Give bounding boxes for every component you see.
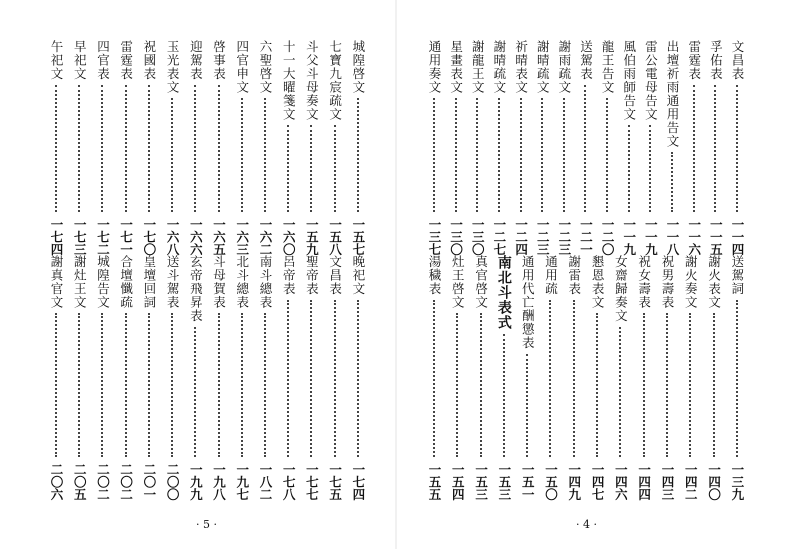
- toc-entry-title: 真官啓文: [473, 255, 489, 309]
- toc-entry-title: 斗母賀表: [211, 255, 227, 309]
- toc-entry-page: 一九八: [211, 462, 227, 500]
- toc-entry-title: 送斗駕表: [165, 255, 181, 309]
- toc-entry-title: 風伯雨師告文: [621, 40, 637, 121]
- toc-entry-title: 謝真官文: [49, 255, 64, 309]
- toc-entry: [587, 255, 607, 500]
- toc-entry-title: 送駕詞: [729, 255, 745, 296]
- toc-entry-title: 雷霆表: [118, 40, 134, 81]
- toc-entry-page: 一六八: [165, 217, 181, 255]
- toc-bottom-section: [0, 255, 396, 500]
- dot-leader: [498, 98, 500, 212]
- toc-entry: [278, 255, 298, 500]
- toc-entry: [489, 40, 509, 255]
- dot-leader: [171, 98, 173, 212]
- dot-leader: [649, 125, 651, 212]
- dot-leader: [526, 354, 528, 457]
- toc-entry-page: 二〇二: [95, 462, 111, 500]
- toc-entry: [325, 255, 345, 500]
- dot-leader: [334, 300, 336, 457]
- toc-entry-page: 一二〇: [600, 217, 616, 255]
- toc-entry: [139, 40, 159, 255]
- toc-entry: [162, 40, 182, 255]
- dot-leader: [736, 300, 738, 457]
- toc-entry-title: 南北斗表式: [495, 255, 512, 330]
- toc-entry-title: 星畫表文: [448, 40, 464, 94]
- dot-leader: [310, 125, 312, 212]
- toc-entry-title: 謝雷表: [566, 255, 582, 296]
- toc-entry: [446, 40, 466, 255]
- toc-entry-page: 一四六: [613, 462, 629, 500]
- toc-entry-page: 一七四: [49, 217, 64, 255]
- toc-entry-page: 一四九: [566, 462, 582, 500]
- toc-entry: [69, 255, 89, 500]
- toc-entry-title: 謝火表文: [706, 255, 722, 309]
- toc-entry-page: 一一四: [729, 217, 745, 255]
- toc-entry-page: 一三〇: [470, 217, 486, 255]
- toc-entry-page: 一五〇: [543, 462, 559, 500]
- toc-entry-title: 通用疏: [543, 255, 559, 296]
- toc-entry-title: 六聖啓文: [257, 40, 273, 94]
- toc-entry-page: 一二三: [556, 217, 572, 255]
- toc-entry-page: 一三七: [427, 217, 442, 255]
- toc-top-section: [396, 40, 793, 255]
- toc-entry: [301, 40, 321, 255]
- dot-leader: [520, 98, 522, 212]
- toc-entry-page: 一四七: [590, 462, 606, 500]
- toc-entry: [657, 255, 677, 500]
- toc-entry-title: 祈晴表文: [513, 40, 529, 94]
- toc-entry-page: 二〇六: [49, 462, 64, 500]
- toc-entry-title: 謝灶王文: [72, 255, 88, 309]
- toc-entry: [185, 255, 205, 500]
- toc-entry-page: 二〇二: [118, 462, 134, 500]
- toc-entry-page: 一五九: [304, 217, 320, 255]
- toc-entry-page: 一六〇: [281, 217, 297, 255]
- dot-leader: [476, 98, 478, 212]
- toc-entry-page: 一一六: [686, 217, 702, 255]
- toc-entry-title: 合壇懺疏: [118, 255, 134, 309]
- toc-entry-title: 雷公電母告文: [643, 40, 659, 121]
- toc-entry-title: 祝男壽表: [659, 255, 675, 309]
- toc-entry: [255, 40, 275, 255]
- toc-entry: [640, 40, 660, 255]
- dot-leader: [55, 313, 57, 457]
- toc-entry-page: 一六五: [211, 217, 227, 255]
- dot-leader: [619, 327, 621, 457]
- toc-entry-page: 一七一: [118, 217, 134, 255]
- dot-leader: [689, 313, 691, 457]
- dot-leader: [736, 85, 738, 212]
- left-page: [0, 0, 396, 549]
- dot-leader: [55, 85, 57, 212]
- toc-entry: [139, 255, 159, 500]
- dot-leader: [334, 125, 336, 212]
- dot-leader: [549, 300, 551, 457]
- dot-leader: [287, 300, 289, 457]
- toc-entry: [540, 255, 560, 500]
- toc-entry: [597, 40, 617, 255]
- toc-entry: [564, 255, 584, 500]
- toc-entry: [46, 40, 66, 255]
- toc-entry: [511, 40, 531, 255]
- dot-leader: [194, 85, 196, 212]
- toc-entry-title: 謝雨疏文: [556, 40, 572, 94]
- dot-leader: [541, 98, 543, 212]
- toc-entry-title: 謝晴疏文: [491, 40, 507, 94]
- toc-entry-title: 城隍啓文: [350, 40, 366, 94]
- toc-entry-page: 一五八: [327, 217, 343, 255]
- dot-leader: [671, 152, 673, 212]
- toc-entry-title: 城隍告文: [95, 255, 111, 309]
- toc-entry: [532, 40, 552, 255]
- toc-entry-page: 一四二: [683, 462, 699, 500]
- toc-entry-page: 一二四: [513, 217, 529, 255]
- dot-leader: [218, 85, 220, 212]
- toc-entry-page: 一四三: [659, 462, 675, 500]
- toc-entry-page: 一八二: [257, 462, 273, 500]
- toc-entry-title: 早祀文: [72, 40, 88, 81]
- toc-entry-title: 聖帝表: [304, 255, 320, 296]
- toc-entry-page: 一一五: [708, 217, 724, 255]
- dot-leader: [433, 98, 435, 212]
- toc-entry-title: 晚祀文: [350, 255, 366, 296]
- dot-leader: [241, 313, 243, 457]
- dot-leader: [433, 300, 435, 457]
- toc-entry: [301, 255, 321, 500]
- dot-leader: [713, 313, 715, 457]
- toc-entry-title: 啓事表: [211, 40, 227, 81]
- toc-entry-page: 一五三: [496, 462, 512, 500]
- right-page: [396, 0, 793, 549]
- dot-leader: [455, 98, 457, 212]
- toc-entry-title: 懇恩表文: [590, 255, 606, 309]
- toc-entry-title: 女齋歸奏文: [613, 255, 629, 323]
- toc-entry-title: 呂帝表: [281, 255, 297, 296]
- toc-entry-title: 文昌表: [729, 40, 745, 81]
- toc-entry: [348, 40, 368, 255]
- toc-entry-title: 灶王啓文: [450, 255, 466, 309]
- toc-entry: [575, 40, 595, 255]
- toc-entry-title: 十一大曜箋文: [281, 40, 297, 121]
- toc-entry-page: 一七二: [95, 217, 111, 255]
- dot-leader: [584, 85, 586, 212]
- toc-entry-page: 二〇〇: [165, 462, 181, 500]
- dot-leader: [78, 313, 80, 457]
- page-number: · 5 ·: [196, 518, 217, 531]
- dot-leader: [78, 85, 80, 212]
- toc-entry: [619, 40, 639, 255]
- toc-entry: [116, 255, 136, 500]
- toc-entry-title: 北斗總表: [234, 255, 250, 309]
- toc-entry: [494, 255, 514, 500]
- dot-leader: [101, 85, 103, 212]
- toc-entry-page: 一六二: [257, 217, 273, 255]
- dot-leader: [264, 98, 266, 212]
- dot-leader: [357, 300, 359, 457]
- dot-leader: [101, 313, 103, 457]
- toc-entry-title: 四官表: [95, 40, 111, 81]
- toc-entry: [467, 40, 487, 255]
- dot-leader: [194, 327, 196, 457]
- toc-entry-title: 通用代亡酬懲表: [520, 255, 536, 350]
- toc-entry: [348, 255, 368, 500]
- toc-entry-page: 一二三: [535, 217, 551, 255]
- toc-entry-title: 四官申文: [234, 40, 250, 94]
- toc-entry: [185, 40, 205, 255]
- toc-entry-page: 一二一: [578, 217, 594, 255]
- dot-leader: [148, 313, 150, 457]
- toc-entry: [232, 40, 252, 255]
- toc-bottom-section: [396, 255, 793, 500]
- dot-leader: [287, 125, 289, 212]
- toc-entry-page: 二〇五: [72, 462, 88, 500]
- toc-entry: [705, 40, 725, 255]
- toc-entry: [447, 255, 467, 500]
- toc-entry: [209, 40, 229, 255]
- dot-leader: [573, 300, 575, 457]
- toc-entry-page: 一七八: [281, 462, 297, 500]
- toc-entry-page: 一四四: [636, 462, 652, 500]
- dot-leader: [714, 85, 716, 212]
- toc-entry-page: 一七五: [327, 462, 343, 500]
- toc-entry-title: 南斗總表: [257, 255, 273, 309]
- toc-entry: [517, 255, 537, 500]
- toc-entry: [554, 40, 574, 255]
- dot-leader: [125, 313, 127, 457]
- toc-entry-title: 孚佑表: [708, 40, 724, 81]
- toc-entry: [162, 255, 182, 500]
- toc-entry-title: 文昌表: [327, 255, 343, 296]
- toc-entry-page: 一五七: [350, 217, 366, 255]
- toc-entry: [424, 255, 444, 500]
- dot-leader: [125, 85, 127, 212]
- toc-entry-title: 迎駕表: [188, 40, 204, 81]
- toc-entry-title: 謝火奏文: [683, 255, 699, 309]
- dot-leader: [241, 98, 243, 212]
- toc-entry: [471, 255, 491, 500]
- toc-entry: [634, 255, 654, 500]
- toc-entry: [92, 40, 112, 255]
- toc-top-section: [0, 40, 396, 255]
- toc-entry: [255, 255, 275, 500]
- dot-leader: [666, 313, 668, 457]
- toc-entry: [684, 40, 704, 255]
- toc-entry-title: 湯穢表: [427, 255, 442, 296]
- toc-entry: [325, 40, 345, 255]
- toc-entry: [704, 255, 724, 500]
- toc-entry-title: 雷霆表: [686, 40, 702, 81]
- toc-entry: [424, 40, 444, 255]
- dot-leader: [503, 334, 505, 457]
- toc-entry-page: 一一八: [665, 217, 681, 255]
- toc-entry: [209, 255, 229, 500]
- toc-entry-page: 一六六: [188, 217, 204, 255]
- toc-entry-title: 龍王告文: [600, 40, 616, 94]
- toc-entry: [662, 40, 682, 255]
- toc-entry-title: 玉光表文: [165, 40, 181, 94]
- toc-entry-title: 祝女壽表: [636, 255, 652, 309]
- toc-entry-page: 一五五: [427, 462, 442, 500]
- dot-leader: [480, 313, 482, 457]
- toc-entry-title: 祝國表: [141, 40, 157, 81]
- dot-leader: [264, 313, 266, 457]
- dot-leader: [171, 313, 173, 457]
- toc-entry-title: 通用奏文: [427, 40, 442, 94]
- toc-entry-title: 七寶九宸疏文: [327, 40, 343, 121]
- dot-leader: [596, 313, 598, 457]
- dot-leader: [310, 300, 312, 457]
- toc-entry-title: 謝龍王文: [470, 40, 486, 94]
- toc-entry-page: 二〇一: [141, 462, 157, 500]
- toc-entry-page: 一五四: [450, 462, 466, 500]
- toc-entry-page: 一二七: [491, 217, 507, 255]
- toc-entry-page: 一七〇: [141, 217, 157, 255]
- page-number: · 4 ·: [576, 518, 597, 531]
- toc-entry-page: 一三〇: [448, 217, 464, 255]
- toc-entry-page: 一七三: [72, 217, 88, 255]
- toc-entry: [727, 255, 747, 500]
- toc-entry-title: 午祀文: [49, 40, 64, 81]
- toc-entry-page: 一七七: [304, 462, 320, 500]
- dot-leader: [357, 98, 359, 212]
- toc-entry-page: 一九九: [188, 462, 204, 500]
- toc-entry: [69, 40, 89, 255]
- dot-leader: [563, 98, 565, 212]
- dot-leader: [456, 313, 458, 457]
- toc-entry-title: 出壇祈雨通用告文: [665, 40, 681, 148]
- toc-entry: [92, 255, 112, 500]
- toc-entry-page: 一四〇: [706, 462, 722, 500]
- toc-entry-page: 一三九: [729, 462, 745, 500]
- toc-entry-page: 一五一: [520, 462, 536, 500]
- toc-entry: [727, 40, 747, 255]
- toc-entry: [116, 40, 136, 255]
- dot-leader: [148, 85, 150, 212]
- toc-entry: [278, 40, 298, 255]
- toc-entry-page: 一六三: [234, 217, 250, 255]
- toc-entry: [46, 255, 66, 500]
- toc-entry-page: 一七四: [350, 462, 366, 500]
- toc-entry: [680, 255, 700, 500]
- toc-entry-title: 斗父斗母奏文: [304, 40, 320, 121]
- dot-leader: [218, 313, 220, 457]
- toc-entry-title: 皇壇回詞: [141, 255, 157, 309]
- toc-entry-title: 玄帝飛昇表: [188, 255, 204, 323]
- toc-entry: [610, 255, 630, 500]
- dot-leader: [693, 85, 695, 212]
- dot-leader: [628, 125, 630, 212]
- dot-leader: [643, 313, 645, 457]
- toc-entry-page: 一一九: [643, 217, 659, 255]
- toc-entry-title: 送駕表: [578, 40, 594, 81]
- toc-entry-page: 一五三: [473, 462, 489, 500]
- toc-entry-page: 一一九: [621, 217, 637, 255]
- toc-entry-title: 謝晴疏文: [535, 40, 551, 94]
- dot-leader: [606, 98, 608, 212]
- toc-entry-page: 一九七: [234, 462, 250, 500]
- toc-entry: [232, 255, 252, 500]
